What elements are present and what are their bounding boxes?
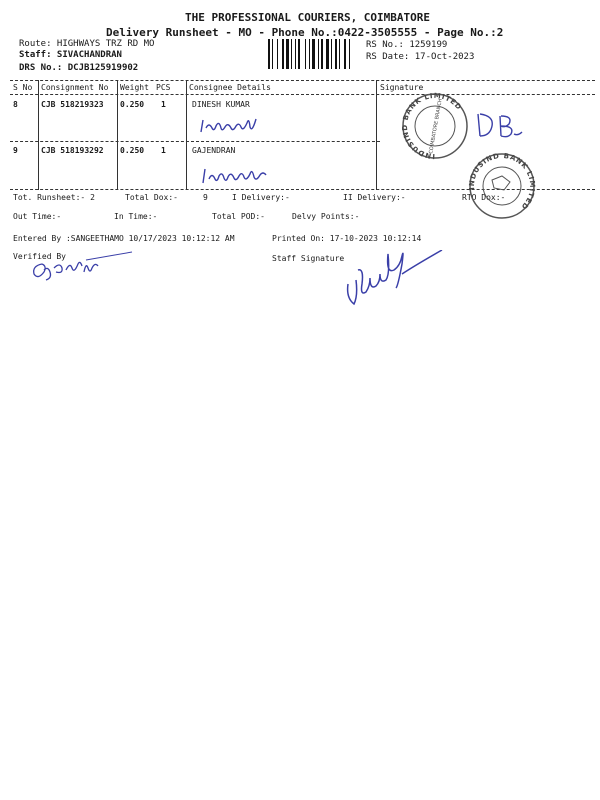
barcode-bar <box>272 39 273 69</box>
row-sno: 8 <box>13 100 18 109</box>
ii-delivery: II Delivery:- <box>343 193 406 202</box>
svg-text:INDUSIND BANK LIMITED <box>468 152 536 211</box>
barcode-bar <box>277 39 278 69</box>
barcode-bar <box>326 39 329 69</box>
row-consignment: CJB 518219323 <box>41 100 104 109</box>
row-sno: 9 <box>13 146 18 155</box>
total-dox-label: Total Dox:- <box>125 193 178 202</box>
col-header-weight: Weight <box>120 83 149 92</box>
barcode-bar <box>305 39 306 69</box>
i-delivery: I Delivery:- <box>232 193 290 202</box>
rto-dox: RTO Dox:- <box>462 193 506 202</box>
barcode-bar <box>312 39 315 69</box>
out-time: Out Time:- <box>13 212 62 221</box>
route: Route: HIGHWAYS TRZ RD MO <box>19 39 155 49</box>
company-title: THE PROFESSIONAL COURIERS, COIMBATORE <box>185 11 431 24</box>
row-consignee: GAJENDRAN <box>192 146 236 155</box>
table-header-rule <box>10 94 595 95</box>
barcode-bar <box>331 39 332 69</box>
barcode-bar <box>309 39 310 69</box>
bank-stamp-icon <box>462 150 542 222</box>
barcode-bar <box>295 39 296 69</box>
verified-by-label: Verified By <box>13 252 66 261</box>
entered-by: Entered By :SANGEETHAMO 10/17/2023 10:12:12 AM <box>13 234 235 243</box>
consignee-signature-icon <box>200 163 280 187</box>
col-divider <box>38 80 39 190</box>
barcode-bar <box>318 39 319 69</box>
row-rule <box>10 141 380 142</box>
col-divider <box>186 80 187 190</box>
col-header-signature: Signature <box>380 83 424 92</box>
col-header-consignment: Consignment No <box>41 83 109 92</box>
stamp-ring-text: INDUSIND BANK LIMITED <box>467 151 537 212</box>
verifier-signature-icon <box>28 250 138 284</box>
rs-number: RS No.: 1259199 <box>366 40 448 50</box>
barcode-bar <box>321 39 323 69</box>
staff-name: Staff: SIVACHANDRAN <box>19 50 122 60</box>
stamp-ring-text: INDUSIND BANK LIMITED <box>400 92 464 161</box>
drs-number: DRS No.: DCJB125919902 <box>19 63 139 73</box>
barcode-bar <box>344 39 346 69</box>
barcode-bar <box>335 39 337 69</box>
barcode-bar <box>349 39 350 69</box>
barcode-bar <box>268 39 270 69</box>
col-header-consignee: Consignee Details <box>189 83 271 92</box>
total-pod: Total POD:- <box>212 212 265 221</box>
row-pcs: 1 <box>161 100 166 109</box>
col-header-sno: S No <box>13 83 33 92</box>
tot-runsheet: Tot. Runsheet:- 2 <box>13 193 95 202</box>
row-consignee: DINESH KUMAR <box>192 100 250 109</box>
total-dox-value: 9 <box>203 193 208 202</box>
staff-signature-icon <box>338 250 448 310</box>
in-time: In Time:- <box>114 212 158 221</box>
col-divider <box>117 80 118 190</box>
staff-signature-label: Staff Signature <box>272 254 345 263</box>
barcode-bar <box>339 39 340 69</box>
row-consignment: CJB 518193292 <box>41 146 104 155</box>
stamp-center-text: COIMBATORE BRANCH <box>428 98 444 155</box>
col-divider <box>376 80 377 190</box>
initials-signature-icon <box>474 110 524 140</box>
printed-on: Printed On: 17-10-2023 10:12:14 <box>272 234 422 243</box>
consignee-signature-icon <box>198 114 273 138</box>
row-pcs: 1 <box>161 146 166 155</box>
barcode-bar <box>286 39 289 69</box>
row-weight: 0.250 <box>120 146 145 155</box>
barcode-bar <box>291 39 292 69</box>
runsheet-subtitle: Delivery Runsheet - MO - Phone No.:0422-3505555 - Page No.:2 <box>106 26 504 39</box>
barcode-bar <box>298 39 300 69</box>
table-top-rule <box>10 80 595 81</box>
delvy-points: Delvy Points:- <box>292 212 360 221</box>
barcode-bar <box>282 39 284 69</box>
rs-date: RS Date: 17-Oct-2023 <box>366 52 475 62</box>
row-weight: 0.250 <box>120 100 145 109</box>
barcode <box>268 39 360 69</box>
col-header-pcs: PCS <box>156 83 171 92</box>
